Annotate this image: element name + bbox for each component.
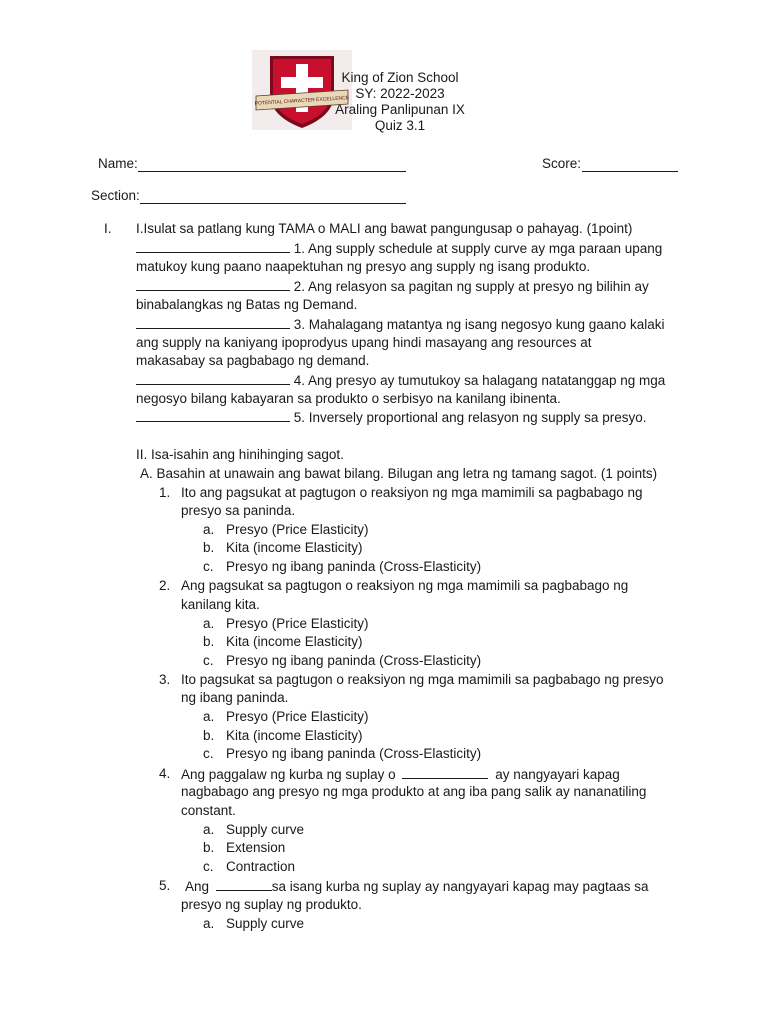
part1-instruction: I.Isulat sa patlang kung TAMA o MALI ang bawat pangungusap o pahayag. (1point)	[136, 221, 633, 236]
option-letter[interactable]: b.	[203, 540, 215, 555]
question-1-text: Ito ang pagsukat at pagtugon o reaksiyon ng mga mamimili sa pagbabago ng	[181, 485, 643, 500]
subject-title: Araling Panlipunan IX	[335, 102, 465, 117]
school-year: SY: 2022-2023	[355, 86, 445, 101]
option-letter[interactable]: c.	[203, 859, 214, 874]
name-label: Name:	[98, 156, 138, 171]
school-name: King of Zion School	[341, 70, 459, 85]
score-line[interactable]	[582, 171, 678, 172]
question-number: 5.	[159, 878, 171, 893]
tf-item-4: 4. Ang presyo ay tumutukoy sa halagang natatanggap ng mga	[136, 370, 665, 390]
option-letter[interactable]: b.	[203, 840, 215, 855]
tf-item-1-cont: matukoy kung paano naapektuhan ng presyo ang supply ng isang produkto.	[136, 259, 591, 274]
question-4-text: Ang paggalaw ng kurba ng suplay o ay nangyayari kapag	[181, 764, 620, 784]
tf-item-2: 2. Ang relasyon sa pagitan ng supply at presyo ng bilihin ay	[136, 276, 649, 296]
option-letter[interactable]: a.	[203, 616, 215, 631]
option-text[interactable]: Presyo ng ibang paninda (Cross-Elasticity)	[226, 653, 482, 668]
option-letter[interactable]: a.	[203, 709, 215, 724]
option-text[interactable]: Extension	[226, 840, 286, 855]
option-text[interactable]: Contraction	[226, 859, 296, 874]
answer-blank[interactable]	[136, 370, 290, 385]
part2-section-a: A. Basahin at unawain ang bawat bilang. Bilugan ang letra ng tamang sagot. (1 points)	[140, 466, 658, 481]
question-3-text-cont: ng ibang paninda.	[181, 690, 289, 705]
option-text[interactable]: Kita (income Elasticity)	[226, 728, 363, 743]
question-number: 1.	[159, 485, 171, 500]
question-number: 3.	[159, 672, 171, 687]
question-number: 2.	[159, 578, 171, 593]
option-letter[interactable]: b.	[203, 634, 215, 649]
tf-item-1: 1. Ang supply schedule at supply curve ay mga paraan upang	[136, 238, 662, 258]
quiz-title: Quiz 3.1	[374, 118, 426, 133]
question-number: 4.	[159, 766, 171, 781]
option-letter[interactable]: c.	[203, 746, 214, 761]
question-2-text-cont: kanilang kita.	[181, 597, 260, 612]
section-line[interactable]	[140, 203, 406, 204]
tf-item-4-cont: negosyo bilang kabayaran sa produkto o serbisyo na kanilang ibinenta.	[136, 391, 561, 406]
fill-in-blank[interactable]	[402, 764, 488, 779]
fill-in-blank[interactable]	[216, 876, 272, 891]
tf-item-5: 5. Inversely proportional ang relasyon ng supply sa presyo.	[136, 407, 646, 427]
question-3-text: Ito pagsukat sa pagtugon o reaksiyon ng mga mamimili sa pagbabago ng presyo	[181, 672, 664, 687]
option-text[interactable]: Supply curve	[226, 916, 305, 931]
logo-motto: POTENTIAL CHARACTER EXCELLENCE	[254, 95, 350, 107]
question-4-text-cont: nagbabago ang presyo ng mga produkto at ang iba pang salik ay nananatiling	[181, 784, 647, 799]
option-text[interactable]: Presyo (Price Elasticity)	[226, 522, 369, 537]
option-text[interactable]: Presyo ng ibang paninda (Cross-Elasticity)	[226, 559, 482, 574]
section-label: Section:	[91, 188, 140, 203]
answer-blank[interactable]	[136, 276, 290, 291]
tf-item-3: 3. Mahalagang matantya ng isang negosyo kung gaano kalaki	[136, 314, 665, 334]
option-letter[interactable]: c.	[203, 653, 214, 668]
name-line[interactable]	[138, 171, 406, 172]
option-text[interactable]: Presyo ng ibang paninda (Cross-Elasticity)	[226, 746, 482, 761]
part1-numeral: I.	[104, 221, 112, 236]
option-text[interactable]: Supply curve	[226, 822, 305, 837]
question-4-text-cont: constant.	[181, 803, 236, 818]
answer-blank[interactable]	[136, 238, 290, 253]
option-letter[interactable]: a.	[203, 916, 215, 931]
tf-item-3-cont: makasabay sa pagbabago ng demand.	[136, 353, 370, 368]
question-5-text-cont: presyo ng suplay ng produkto.	[181, 897, 362, 912]
question-2-text: Ang pagsukat sa pagtugon o reaksiyon ng mga mamimili sa pagbabago ng	[181, 578, 629, 593]
option-text[interactable]: Kita (income Elasticity)	[226, 634, 363, 649]
part2-title: II. Isa-isahin ang hinihinging sagot.	[136, 447, 344, 462]
option-letter[interactable]: c.	[203, 559, 214, 574]
option-text[interactable]: Presyo (Price Elasticity)	[226, 709, 369, 724]
question-5-text: Ang sa isang kurba ng suplay ay nangyayari kapag may pagtaas sa	[185, 876, 649, 896]
option-letter[interactable]: a.	[203, 522, 215, 537]
option-text[interactable]: Presyo (Price Elasticity)	[226, 616, 369, 631]
question-1-text-cont: presyo sa paninda.	[181, 503, 296, 518]
tf-item-2-cont: binabalangkas ng Batas ng Demand.	[136, 297, 358, 312]
option-text[interactable]: Kita (income Elasticity)	[226, 540, 363, 555]
option-letter[interactable]: a.	[203, 822, 215, 837]
answer-blank[interactable]	[136, 407, 290, 422]
tf-item-3-cont: ang supply na kaniyang ipoprodyus upang hindi masayang ang resources at	[136, 335, 592, 350]
option-letter[interactable]: b.	[203, 728, 215, 743]
answer-blank[interactable]	[136, 314, 290, 329]
score-label: Score:	[542, 156, 582, 171]
